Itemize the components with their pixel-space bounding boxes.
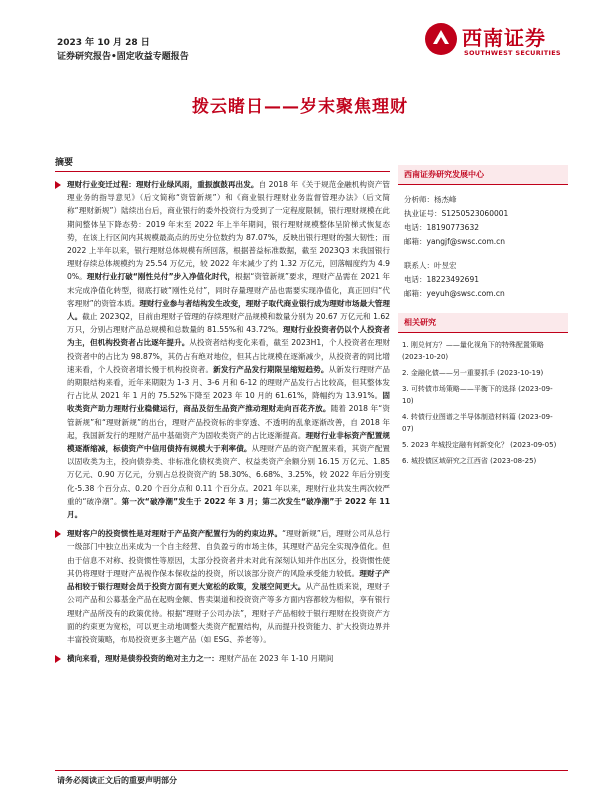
analyst-email[interactable]: 邮箱：yangjf@swsc.com.cn bbox=[404, 237, 506, 246]
report-header bbox=[0, 0, 600, 80]
paragraph-text: 从理财产品的资产配置来看，其资产配置以固收类为主，投向债券类、非标准化债权类资产、权益类资产余额分别 16.15 万亿元、1.85 万亿元、0.90 万亿元，分别占总投资资产的 58.30%、6.68%、3.25%，较 2022 年后分别变化-5.38 个百分点、0.20 个百分点和 0.11 个百分点。2021 年以来，理财行业共发生两次较严重的“破净潮”。 bbox=[67, 444, 390, 506]
abstract-body bbox=[55, 178, 390, 665]
paragraph-text: 从新发行理财产品的期限结构来看，近年来期限为 1-3 月、3-6 月和 6-12 的理财产品发行占比较高，但其整体发行占比从 2021 年 1 月的 75.52%下降至 2023 年 10 月的 61.61%，降幅约为 13.91%。 bbox=[67, 364, 391, 401]
related-item[interactable]: 4. 转债行业图谱之半导体制造材料篇 (2023-09-07) bbox=[402, 413, 553, 433]
paragraph-text: 随着 2018 年“资管新规”和“理财新规”的出台，理财产品投资标的非穿透、不透明的乱象逐渐改善，自 2018 年起，我国新发行的理财产品中基础资产为固收类资产的占比逐渐提高。 bbox=[67, 404, 390, 440]
abstract-paragraph bbox=[55, 178, 390, 521]
analyst-name: 分析师：杨杰峰 bbox=[404, 195, 457, 204]
footer-disclaimer: 请务必阅读正文后的重要声明部分 bbox=[57, 776, 177, 785]
logo-mark-icon bbox=[424, 22, 458, 56]
paragraph-text: 从产品性质来说，理财子公司产品和公募基金产品在起购金额、售卖渠道和投资资产等多方面内容都较为相似，享有银行理财产品所没有的政策优待。根据“理财子公司办法”，理财子产品相较于银行理财在投资资产方面的约束更为宽松，可以更主动地调整大类资产配置结构，从而提升投资能力、扩大投资边界并丰富投资策略，布局投资更多主题产品（如 ESG、养老等）。 bbox=[67, 582, 391, 644]
company-logo bbox=[424, 22, 564, 62]
paragraph-bold-text: 理财客户的投资惯性是对理财于产品资产配置行为的约束边界。 bbox=[67, 529, 283, 539]
related-item[interactable]: 6. 城投债区域研究之江西省 (2023-08-25) bbox=[402, 457, 537, 465]
contact-email[interactable]: 邮箱：yeyuh@swsc.com.cn bbox=[404, 289, 505, 298]
related-research-list bbox=[398, 333, 568, 477]
paragraph-text: “理财新规”后，理财公司从总行一级部门中独立出来成为一个自主经营、自负盈亏的市场主体，其理财产品完全实现净值化。但由于信息不对称、投资惯性等原因，太部分投资者并未对此有深刻认知并作出区分，投资惯性使其仍将理财于理财产品视作保本保收益的投资，所以该部分资产的风险承受能力较低。 bbox=[67, 529, 391, 578]
report-title: 拨云睹日——岁末聚焦理财 bbox=[192, 97, 408, 117]
paragraph-text: 自 2018 年《关于规范金融机构资产管理业务的指导意见》（后文简称“资管新规”）和《商业银行理财业务监督管理办法》（后文简称“理财新规”）陆续出台后，商业银行的委外投资行为受到了一定程度限制，银行理财规模在此期间整体呈下降态势：2019 年末至 2022 年上半年期间，银行理财规模整体呈阶梯式恢复态势，在该上行区间内其规模最高点的历史分位数约为 87.07%，反映出银行理财的强大韧性；而 2022 上半年以来，银行理财总体规模有所回落，根据普益标准数据，截至 2023Q3 末我国银行理财存续总体规模约为 25.54 万亿元，较 2022 年末减少了约 1.32 万亿元，回落幅度约为 4.90%。 bbox=[67, 180, 391, 282]
report-type: 证券研究报告•固定收益专题报告 bbox=[57, 52, 189, 62]
related-research-heading: 相关研究 bbox=[398, 313, 568, 333]
bullet-triangle-icon bbox=[55, 530, 61, 538]
paragraph-bold-text: 固收类资产助力理财行业稳健运行，商品及衍生品资产推动理财走向百花齐放。 bbox=[67, 391, 390, 414]
contact-name: 联系人：叶昱宏 bbox=[404, 261, 457, 270]
bullet-triangle-icon bbox=[55, 181, 61, 189]
sidebar bbox=[398, 165, 568, 477]
paragraph-bold-text: 理财行业变迁过程：理财行业绿风雨，重振旗鼓再出发。 bbox=[67, 180, 259, 189]
footer-divider bbox=[55, 770, 568, 771]
paragraph-bold-text: 第一次“破净潮”发生于 2022 年 3 月；第二次发生“破净潮”于 2022 年 11 月。 bbox=[67, 496, 390, 520]
logo-text-en: SOUTHWEST SECURITIES bbox=[464, 49, 561, 57]
paragraph-bold-text: 横向来看，理财是债券投资的绝对主力之一： bbox=[67, 654, 219, 664]
related-item[interactable]: 2. 金融化债——另一重要抓手 (2023-10-19) bbox=[402, 369, 544, 377]
contact-phone: 电话：18223492691 bbox=[404, 275, 479, 284]
analyst-phone: 电话：18190773632 bbox=[404, 223, 479, 232]
paragraph-bold-text: 理财行业参与者结构发生改变，理财子取代商业银行成为理财市场最大管理人。 bbox=[67, 298, 390, 322]
paragraph-text: 根据“资管新规”要求，理财产品需在 2021 年末完成净值化转型，彻底打破“刚性兑付”，同时存量理财产品也需要实现净值化，真正回归“代客理财”的资管本质。 bbox=[67, 272, 390, 308]
analyst-cert: 执业证号：S1250523060001 bbox=[404, 209, 509, 218]
research-center-heading: 西南证券研究发展中心 bbox=[398, 165, 568, 185]
related-item[interactable]: 5. 2023 年城投定融有何新变化？ (2023-09-05) bbox=[402, 441, 557, 449]
abstract-heading: 摘要 bbox=[55, 155, 390, 172]
related-item[interactable]: 3. 可转债市场策略——平衡下的选择 (2023-09-10) bbox=[402, 385, 553, 405]
paragraph-bold-text: 理财行业打破“刚性兑付”步入净值化时代， bbox=[86, 272, 236, 282]
paragraph-text: 截止 2023Q2，目前由理财子管理的存续理财产品规模和数量分别为 20.67 万亿元和 1.62 万只，分别占理财产品总规模和总数量的 81.55%和 43.72%。 bbox=[67, 312, 391, 335]
related-item[interactable]: 1. 刚兑何方？——量化视角下的特殊配置策略 (2023-10-20) bbox=[402, 341, 544, 361]
paragraph-bold-text: 新发行产品发行期限呈缩短趋势。 bbox=[213, 364, 329, 374]
paragraph-bold-text: 理财子产品相较于银行理财会员于投资方面有更大宽松的政策，发展空间更大。 bbox=[67, 568, 391, 592]
abstract-paragraph bbox=[55, 652, 390, 665]
paragraph-bold-text: 理财行业投资者仍以个人投资者为主，但机构投资者占比逐年提升。 bbox=[67, 325, 390, 348]
paragraph-text: 理财产品在 2023 年 1-10 月期间 bbox=[218, 654, 334, 664]
analyst-info bbox=[398, 185, 568, 305]
paragraph-bold-text: 理财行业非标资产配置规模逐渐缩减，标债资产中信用债持有规模大于利率债。 bbox=[67, 430, 391, 454]
report-date: 2023 年 10 月 28 日 bbox=[57, 38, 150, 48]
abstract-section bbox=[55, 155, 390, 671]
paragraph-text: 从投资者结构变化来看，截至 2023H1，个人投资者在理财投资者中的占比为 98.87%，其仍占有绝对地位，但其占比规模在逐渐减少，从投资者的同比增速来看，个人投资者增长慢于机构投资者。 bbox=[67, 338, 391, 374]
logo-text-cn: 西南证券 bbox=[462, 26, 546, 50]
bullet-triangle-icon bbox=[55, 655, 61, 663]
abstract-paragraph bbox=[55, 527, 390, 646]
